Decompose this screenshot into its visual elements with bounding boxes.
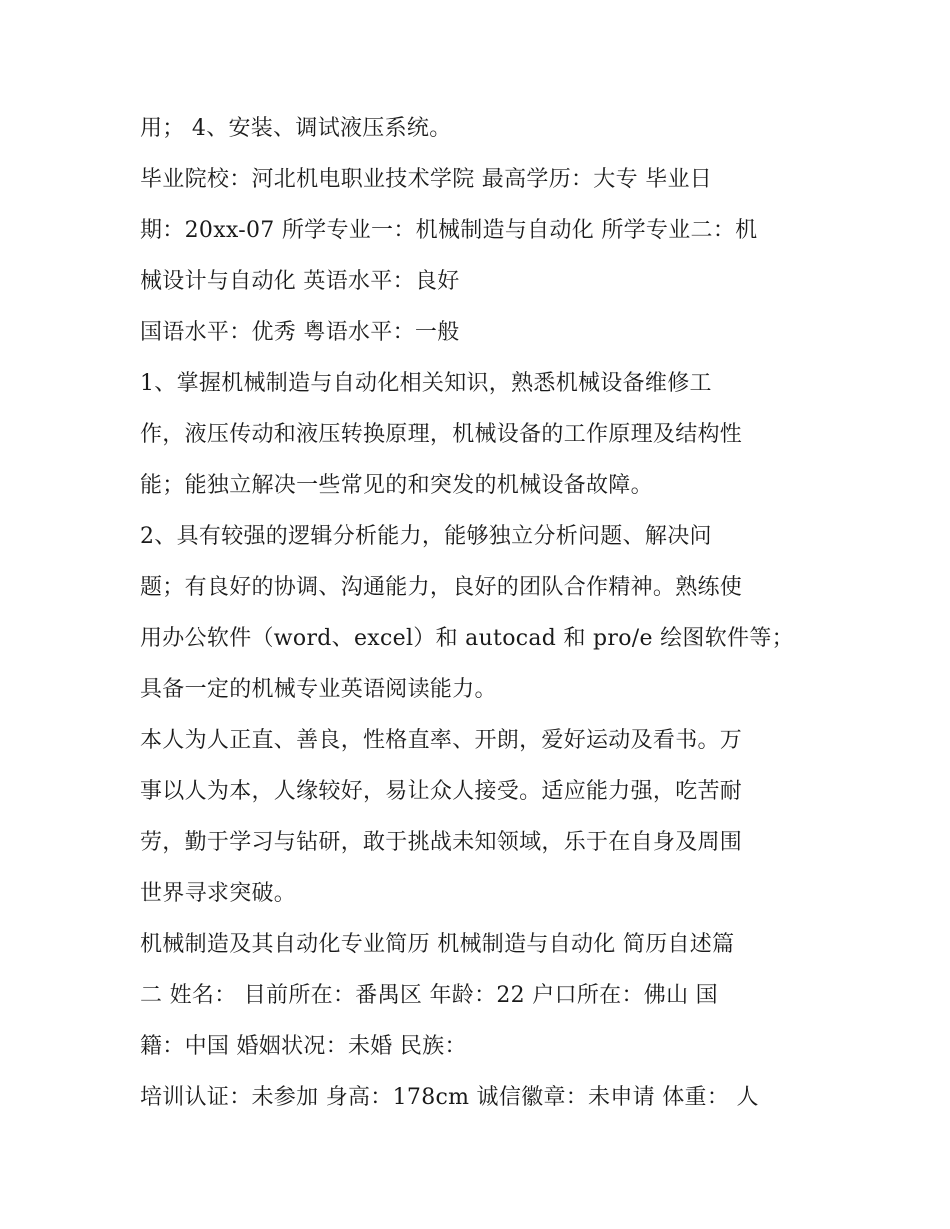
text-line: 2、具有较强的逻辑分析能力，能够独立分析问题、解决问 (140, 524, 712, 549)
text-line: 1、掌握机械制造与自动化相关知识，熟悉机械设备维修工 (140, 371, 712, 396)
text-line: 用； 4、安装、调试液压系统。 (140, 116, 452, 141)
text-line: 用办公软件（word、excel）和 autocad 和 pro/e 绘图软件等； (140, 626, 794, 651)
text-line: 国语水平：优秀 粤语水平：一般 (140, 320, 460, 345)
text-line: 毕业院校：河北机电职业技术学院 最高学历：大专 毕业日 (140, 167, 713, 192)
text-line: 械设计与自动化 英语水平：良好 (140, 269, 460, 294)
body-text (140, 109, 820, 1129)
text-line: 期：20xx-07 所学专业一：机械制造与自动化 所学专业二：机 (140, 218, 758, 243)
text-line: 机械制造及其自动化专业简历 机械制造与自动化 简历自述篇 (140, 932, 735, 957)
text-line: 培训认证：未参加 身高：178cm 诚信徽章：未申请 体重： 人 (140, 1085, 759, 1110)
text-line: 劳，勤于学习与钻研，敢于挑战未知领域，乐于在自身及周围 (140, 830, 743, 855)
text-line: 事以人为本，人缘较好，易让众人接受。适应能力强，吃苦耐 (140, 779, 743, 804)
text-line: 本人为人正直、善良，性格直率、开朗，爱好运动及看书。万 (140, 728, 743, 753)
text-line: 世界寻求突破。 (140, 881, 297, 906)
text-line: 具备一定的机械专业英语阅读能力。 (140, 677, 497, 702)
text-line: 籍：中国 婚姻状况：未婚 民族： (140, 1034, 467, 1059)
text-line: 题；有良好的协调、沟通能力，良好的团队合作精神。熟练使 (140, 575, 743, 600)
text-line: 能；能独立解决一些常见的和突发的机械设备故障。 (140, 473, 653, 498)
text-line: 作，液压传动和液压转换原理，机械设备的工作原理及结构性 (140, 422, 743, 447)
text-line: 二 姓名： 目前所在：番禺区 年龄：22 户口所在：佛山 国 (140, 983, 718, 1008)
